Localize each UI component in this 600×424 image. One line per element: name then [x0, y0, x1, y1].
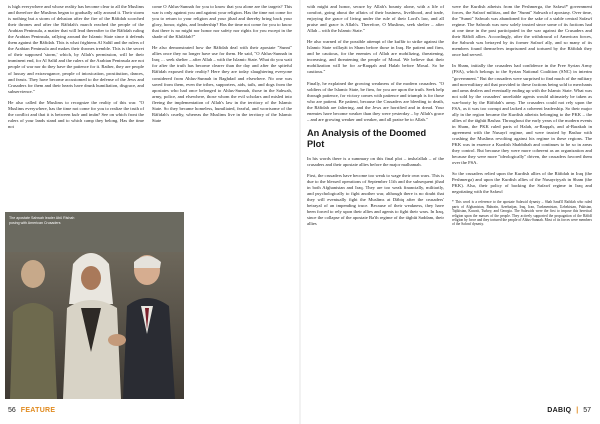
right-page-column-2: [452, 4, 592, 227]
paragraph: is high everywhere and whose reality has become clear to all the Muslims and therefore the Muslims began to gradually rally around it. Their storm is nothing but a storm of delusion after the fire of the Rāfidah scorched their thrones and after the Rāfidah's march reached the people of the Arabian Peninsula, a matter that will lead thereafter to the Rāfidah ruling the Arabian Peninsula, rallying around the Islamic State since it defends them against the Rāfidah. This is what frightens Al Salūl and the rulers of the Arabian Peninsula and makes their thrones tremble. This is the secret of their supposed 'storm,' which, by Allah's permission, will be their imminent end, for Al Salūl and the rulers of the Arabian Peninsula are not people of war nor do they have the patience for it. Rather, they are people of luxury and extravagance, people of intoxication, prostitution, dances, and feasts. They have become accustomed to the defense of the Jews and Crusaders for them and their hearts have drunk humiliation, disgrace, and subservience.": [8, 4, 144, 94]
paragraph: with might and honor, secure by Allah's bounty alone, with a life of comfort, going about the affairs of their business, livelihood, and trade, enjoying the grace of living under the rule of their Lord's law, and all praise and grace is Allah's. Therefore, O Muslims, seek shelter – after Allah – with the Islamic State.": [307, 4, 444, 34]
photo-caption: The apostate Sahwah leader Abū Rishah posing with American Crusaders: [9, 216, 75, 225]
section-heading: An Analysis of the Doomed Plot: [307, 127, 427, 149]
section-label: FEATURE: [20, 407, 56, 414]
paragraph: Finally, he explained the growing weakness of the modern crusaders. "O soldiers of the Islamic State, be firm, for you are upon the truth. Seek help through patience, for victory comes with patience and triumph is for those who are patient. Be patient, because the Crusaders are bleeding to death, the Rāfidah are faltering, and the Jews are horrified and in dread. Your enemies have become weaker than they were yesterday – by Allah's grace – and are growing weaker and weaker, and all praise be to Allah.": [307, 80, 444, 122]
right-page-column-1: [307, 4, 444, 232]
left-page-footer: [8, 406, 55, 415]
paragraph: In his words there is a summary on this final plot – insha'allah – of the crusaders and their apostate allies before the major malhamah.: [307, 155, 444, 167]
feature-photo: [5, 212, 184, 399]
paragraph: He also demonstrated how the Rāfidah deal with their apostate "Sunni" allies once they no longer have use for them. He said, "O Ahlus-Sunnah in Iraq … seek shelter – after Allah – with the Islamic State. What do you wait for after the truth has become clearer than the day and after the spiteful Rāfidah exposed their reality? Here they are today slaughtering everyone considered from Ahlus-Sunnah in Baghdad and elsewhere. No one was saved from them, even the tribes, supporters, aids, tails, and dogs from the apostates who had once belonged to Ahlus-Sunnah, those in the Sahwah, army, police, and elsewhere, those whom the evil scholars and misled into fleeing the implementation of Allah's law in the territory of the Islamic State. So they became homeless, humiliated, fearful, and worrisome of the Rāfidah's cruelty, whereas the Muslims live in the territory of the Islamic State: [152, 45, 292, 123]
left-page-column-1: [8, 4, 144, 135]
right-page-footer: [547, 406, 591, 415]
footer-separator: |: [576, 407, 579, 414]
page-number: 57: [583, 407, 591, 414]
paragraph: In Sham, initially the crusaders had confidence in the Free Syrian Army (FSA), which belongs to the Syrian National Coalition (SNC) in interim "government." But the crusaders were surprised to find much of the military and non-military aid that provided to these factions being sold to merchants and arms dealers and eventually ending up with the Islamic State. What was not sold by the crusaders' unreliable agents would ultimately be taken as war-booty by the Rāfidah's army. The crusaders could not rely upon the FSA, as it was too corrupt and lacked a coherent leadership. So their major ally in the region became the Kurdish atheists belonging to the PKK – the allies of the tāghūt Bashar. Throughout the early years of the modern events in Sham, the PKK ruled parts of Halab, ar-Raqqah, and al-Barakah in agreement with the Nusayrī regime, and were trusted by Bashar with crushing the Muslims revolting against his regime in these regions. The PKK was in essence a Kurdish Shabbihah and continues to be so in areas they control. But because they were more coherent as an organization and because they were more "ideologically" driven, the crusaders favored them over the FSA.: [452, 63, 592, 166]
paragraph: were the Kurdish atheists from the Peshmerga, the Safawī* government forces, the Safawī militias, and the "Sunni" Sahwah of apostasy. Over time, the "Sunni" Sahwah was abandoned for the sake of a stable central Safawī regime. The Sahwah was now solely trusted since some of its factions had at one time in the past participated in the war against the Crusaders and their Rāfidī allies. Accordingly, after the withdrawal of American forces, the Sahwah was betrayed by its former Safawī ally, and so many of its members found themselves imprisoned and tortured by the Rāfidah they once had served.: [452, 4, 592, 58]
magazine-label: DABIQ: [547, 407, 572, 414]
left-page-column-2: [152, 4, 292, 129]
paragraph: He also warned of the possible attempt of the kuffār to strike against the Islamic State willayāt in Sham before those in Iraq. Be patient and firm, and be cautious, for the enemies of Allah are mobilizing, threatening, increasing, and threatening the people of Mosul. We believe that their mobilization will be for ar-Raqqah and Halab before Mosul. So be cautious.": [307, 39, 444, 75]
page-gutter: [299, 0, 301, 424]
paragraph: He also called the Muslims to recognize the reality of this war. "O Muslims everywhere, has the time not come for you to realize the truth of the conflict and that it is between kufr and imān? See on which front the rulers of your lands stand and to which camp they belong. Has the time not: [8, 99, 144, 129]
page-number: 56: [8, 407, 16, 414]
paragraph: come O Ahlus-Sunnah for you to know that you alone are the targets? This war is only against you and against your religion. Has the time not come for you to return to your religion and your jihad and thereby bring back your glory, honor, rights, and leadership? Has the time not come for you to know that there is no might nor honor nor safety nor rights for you except in the shade of the Khilāfah?": [152, 4, 292, 40]
footnote: * This word is a reference to the apostate Safawid dynasty – Shah Ismā'īl Rafidah who ruled parts of Afghanistan, Bahrain, Azerbaijan, Iraq, Iran, Turkmenistan, Uzbekistan, Pakistan, Tajikistan, Kuwait, Turkey, and Georgia. The Safawids were the first to impose this heretical religion upon the masses of the people. They actively supported the propagation of the Rāfidī religion by force and they tortured the people of Ahlus-Sunnah. Most of its forces were members of the Safawī dynasty.: [452, 200, 592, 227]
paragraph: First, the crusaders have become too weak to wage their own wars. This is due to the blessed operations of September 11th and the subsequent jihad in both Afghanistan and Iraq. They are too weak financially, militarily, and psychologically to fight another war, although there is no doubt that they will eventually fight the Muslims at Dābiq after the crusaders' betrayal of an impending truce. Because of their weakness, they have been forced to rely upon their allies and agents to fight their wars. In Iraq, since the collapse of the apostate Ba'th regime of the tāghūt Saddam, their allies: [307, 172, 444, 227]
paragraph: So the crusaders relied upon the Kurdish allies of the Rāfidah in Iraq (the Peshmerga) and upon the Kurdish allies of the Nusayriyyah in Sham (the PKK). Also, their policy of backing the Safawī regime in Iraq and negotiating with the Safawī: [452, 171, 592, 195]
